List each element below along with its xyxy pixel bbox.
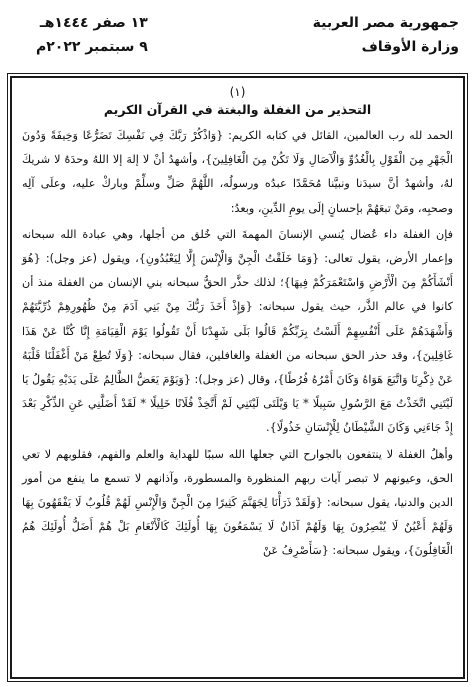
sermon-paragraph [22, 223, 453, 441]
document-header [16, 14, 459, 64]
paragraph-text: ، ويقول سبحانه: [328, 544, 408, 558]
sermon-frame [10, 76, 465, 679]
quran-verse: {وَإِذْ أَخَذَ رَبُّكَ مِنْ بَنِي آدَمَ مِنْ ظُهُورِهِمْ ذُرِّيَّتَهُمْ وَأَشْهَدَهُمْ عَلَى أَنْفُسِهِمْ أَلَسْتُ بِرَبِّكُمْ قَالُوا بَلَى شَهِدْنَا أَنْ تَقُولُوا يَوْمَ الْقِيَامَةِ إِنَّا كُنَّا عَنْ هَذَا غَافِلِينَ} [22, 300, 453, 362]
paragraph-text: ، وقال (عز وجل): [190, 373, 278, 387]
paragraph-text: فإن الغفلة داء عُضال يُنسي الإنسانَ المهمةَ التي خُلق من أجلها، وهي عبادة الله سبحانه وإعمار الأرض، يقول تعالى: [22, 227, 453, 266]
paragraph-text: الحمد لله رب العالمين، القائل في كتابه الكريم: [223, 129, 453, 142]
ministry-name: وزارة الأوقاف [361, 39, 459, 55]
quran-verse: {وَلَقَدْ ذَرَأْنَا لِجَهَنَّمَ كَثِيرًا مِنَ الْجِنِّ وَالْإِنْسِ لَهُمْ قُلُوبٌ لَا يَفْقَهُونَ بِهَا وَلَهُمْ أَعْيُنٌ لَا يُبْصِرُونَ بِهَا وَلَهُمْ آذَانٌ لَا يَسْمَعُونَ بِهَا أُولَئِكَ كَالْأَنْعَامِ بَلْ هُمْ أَضَلُّ أُولَئِكَ هُمُ الْغَافِلُونَ} [22, 496, 453, 558]
quran-verse: {هُوَ أَنْشَأَكُمْ مِنَ الْأَرْضِ وَاسْتَعْمَرَكُمْ فِيهَا} [22, 252, 454, 290]
paragraph-text: ، وقد حذر الحق سبحانه من الغفلة والغافلين، فقال سبحانه: [133, 348, 416, 362]
quran-verse: {وَلَا تُطِعْ مَنْ أَغْفَلْنَا قَلْبَهُ عَنْ ذِكْرِنَا وَاتَّبَعَ هَوَاهُ وَكَانَ أَمْرُهُ فُرُطًا} [22, 348, 453, 387]
quran-verse: {وَمَا خَلَقْتُ الْجِنَّ وَالْإِنْسَ إِلَّا لِيَعْبُدُونِ} [138, 252, 320, 266]
sermon-paragraph [22, 443, 453, 564]
sermon-paragraph [22, 124, 453, 221]
issuer-block [313, 14, 459, 56]
country-name: جمهورية مصر العربية [312, 15, 459, 31]
sermon-number: (١) [229, 85, 246, 99]
gregorian-date: ٩ سبتمبر ٢٠٢٢م [36, 39, 148, 55]
quran-verse: {وَاذْكُرْ رَبَّكَ فِي نَفْسِكَ تَضَرُّعًا وَخِيفَةً وَدُونَ الْجَهْرِ مِنَ الْقَوْلِ بِالْغُدُوِّ وَالْآصَالِ وَلَا تَكُنْ مِنَ الْغَافِلِينَ} [22, 129, 453, 167]
paragraph-text: ، وأشهدُ أنْ لا إلهَ إلا اللهُ وحدَهُ لا شريكَ لهُ، وأشهدُ أنَّ سيدَنا ونبيَّنا مُحَمَّدًا عبدُه ورسولُه، اللَّهُمَّ صَلِّ وسلِّمْ وباركْ عليه، وعلَى آلِه وصحبِه، ومَنْ تبعَهُمْ بإحسانٍ إلَى يومِ الدِّينِ، وبعدُ: [22, 153, 453, 215]
sermon-body [22, 124, 453, 564]
date-block [16, 14, 148, 56]
hijri-date: ١٣ صفر ١٤٤٤هـ [39, 15, 148, 31]
paragraph-text: ؛ لذلك حذَّر الحقُّ سبحانه بني الإنسان من الغفلة منذ أن كانوا في عالم الذَّر، حيث يقول سبحانه: [22, 276, 453, 314]
paragraph-text: . [266, 421, 270, 435]
quran-verse: {وَيَوْمَ يَعَضُّ الظَّالِمُ عَلَى يَدَيْهِ يَقُولُ يَا لَيْتَنِي اتَّخَذْتُ مَعَ الرَّسُولِ سَبِيلًا * يَا وَيْلَتَى لَيْتَنِي لَمْ أَتَّخِذْ فُلَانًا خَلِيلًا * لَقَدْ أَضَلَّنِي عَنِ الذِّكْرِ بَعْدَ إِذْ جَاءَنِي وَكَانَ الشَّيْطَانُ لِلْإِنْسَانِ خَذُولًا} [22, 373, 453, 435]
quran-verse: {سَأَصْرِفُ عَنْ [262, 544, 329, 558]
sermon-title: التحذير من الغفلة والبغتة في القرآن الكريم [103, 102, 372, 117]
paragraph-text: ، ويقول (عز وجل): [40, 252, 139, 266]
paragraph-text: وأهلُ الغفلة لا ينتفعون بالجوارح التي جعلها الله سببًا للهداية والعلم والفهم، فقلوبهم لا تعي الحق، وعيونهم لا تبصر آيات ربهم المنظورة والمسطورة، وآذانهم لا تسمع ما ينفع من أمور الدين والدنيا، يقول سبحانه: [22, 447, 453, 510]
